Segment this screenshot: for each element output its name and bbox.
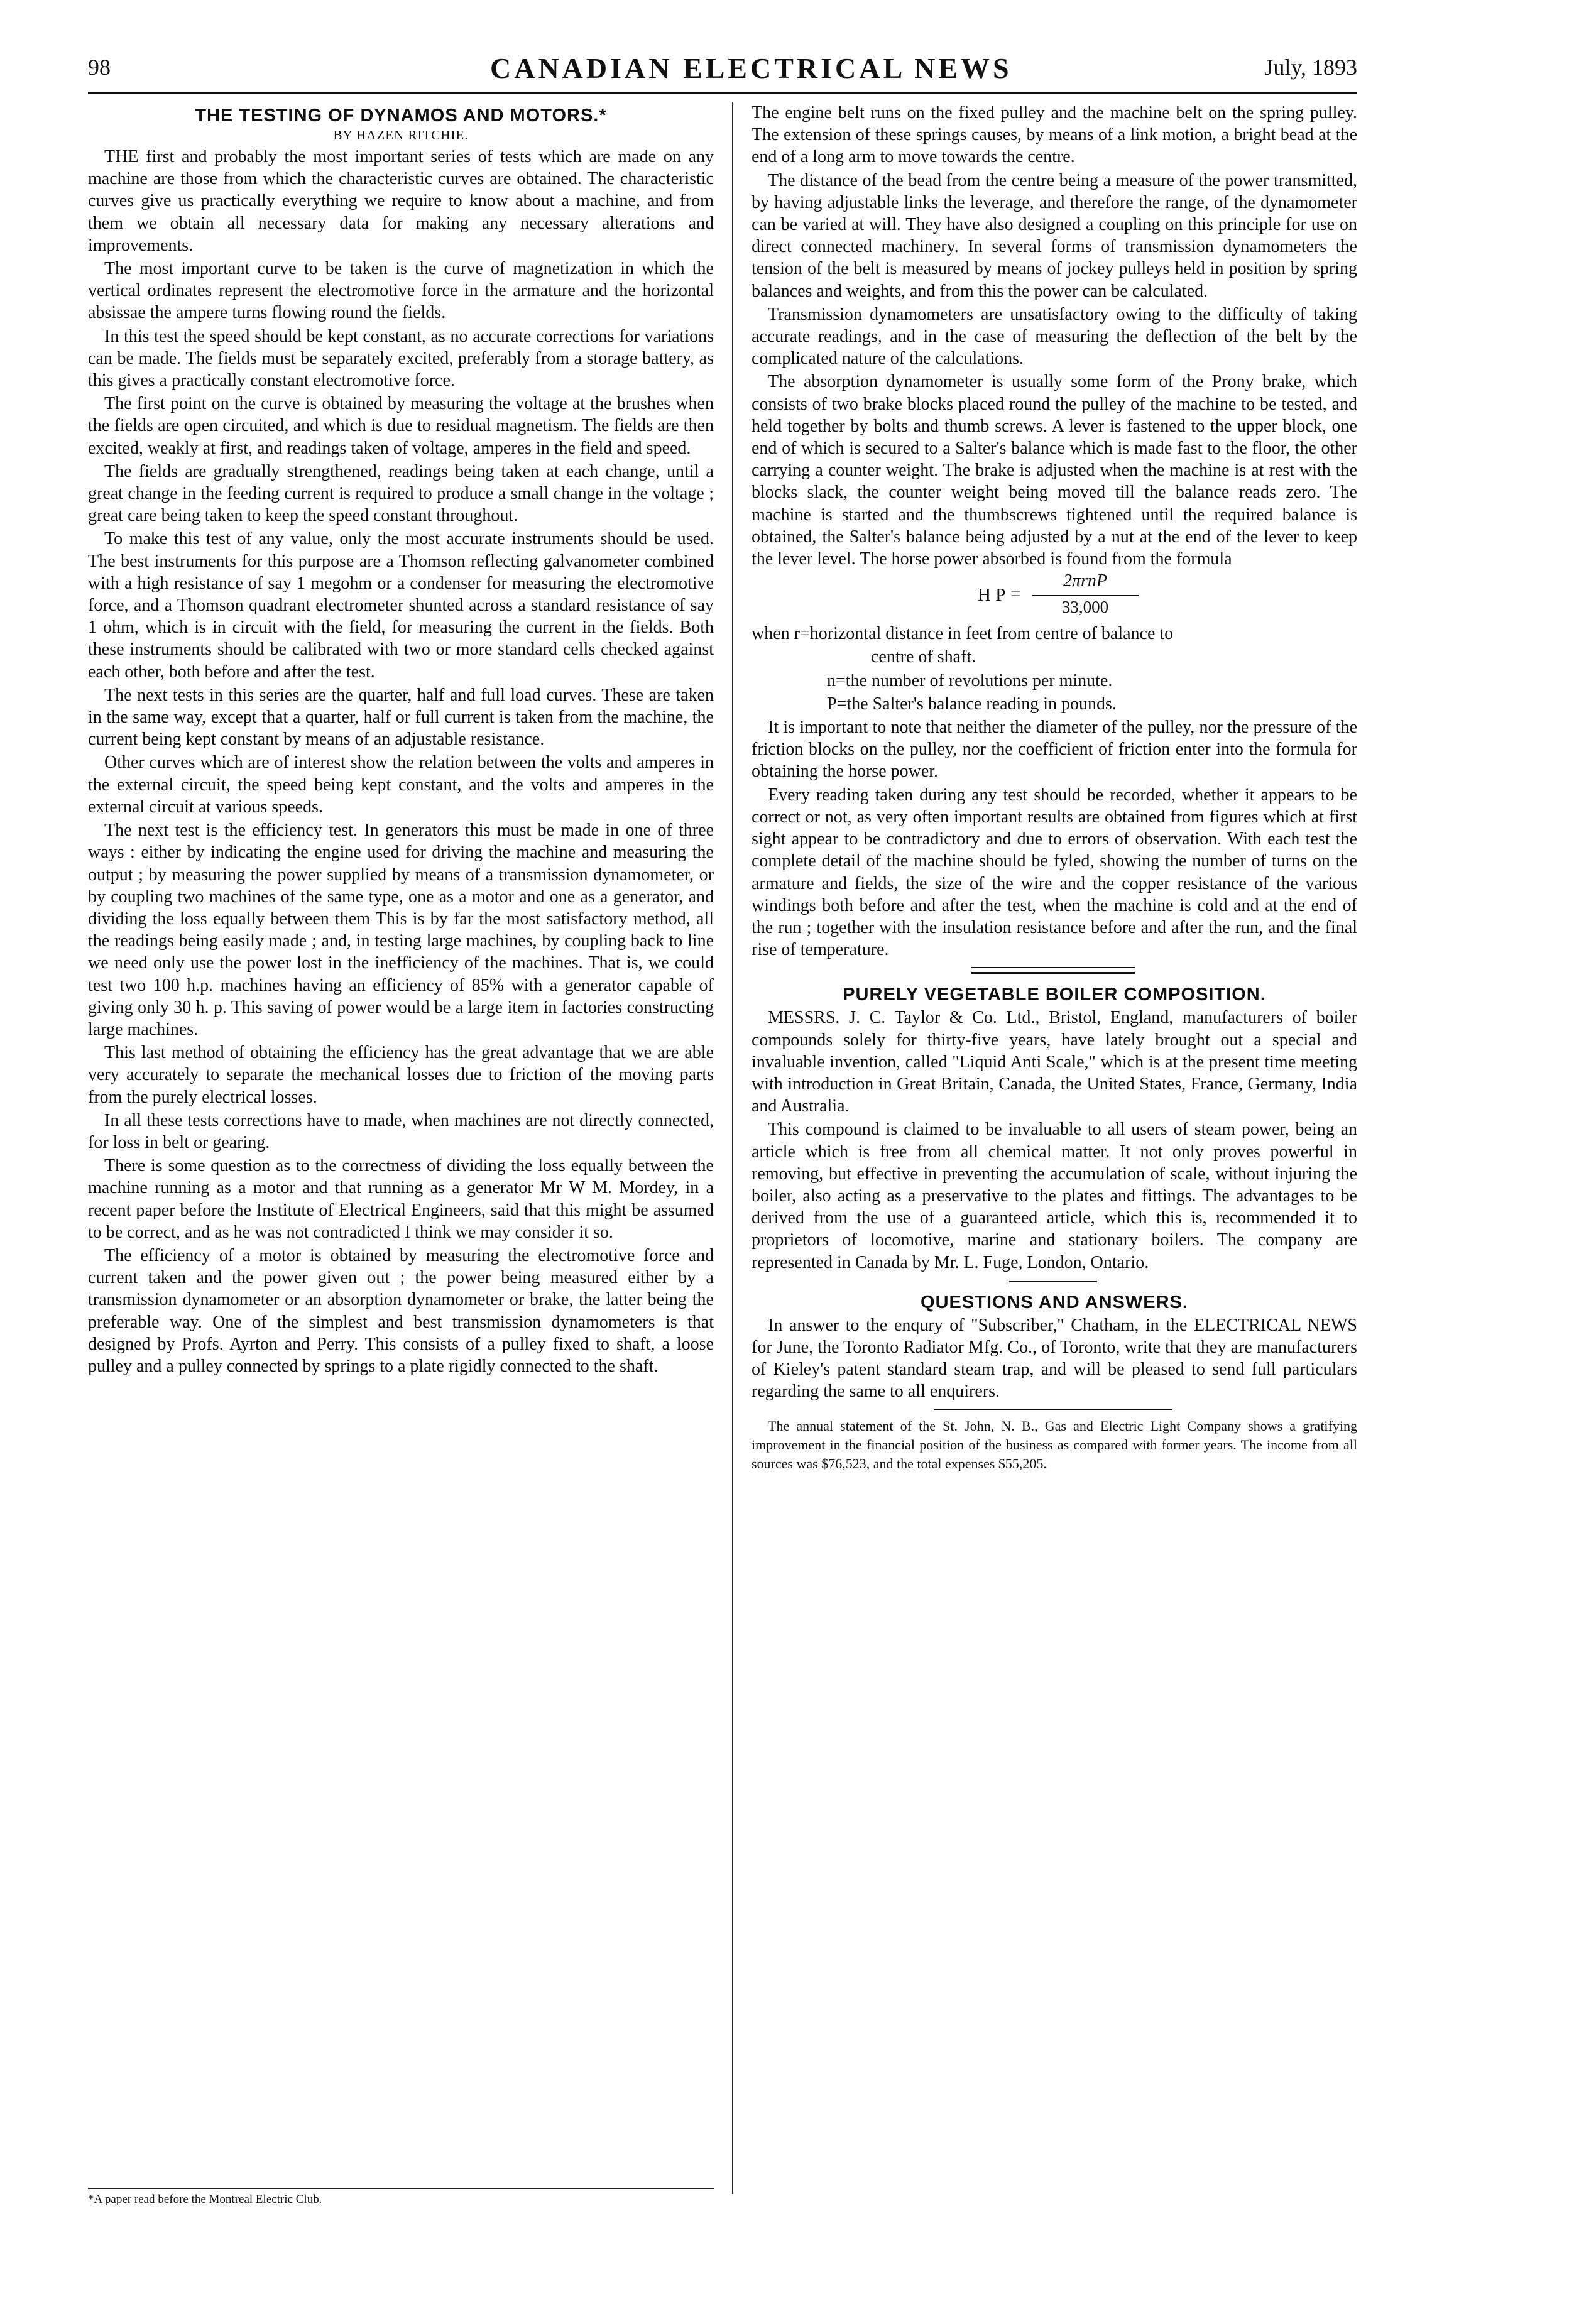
article-title: PURELY VEGETABLE BOILER COMPOSITION. [843, 985, 1266, 1005]
paragraph: The fields are gradually strengthened, readings being taken at each change, until a great change in the feeding current is required to produce a small change in the voltage ; great care being taken to keep the speed constant throughout. [88, 461, 714, 526]
paragraph: There is some question as to the correctness of dividing the loss equally between the machine running as a motor and that running as a generator Mr W M. Mordey, in a recent paper before the Institute of Electrical Engineers, said that this might be assumed to be correct, and as he was not contradicted I think we may consider it so. [88, 1156, 714, 1242]
header-rule [88, 92, 1357, 94]
formula-denominator: 33,000 [1061, 597, 1109, 617]
paragraph: The absorption dynamometer is usually some form of the Prony brake, which consists of two brake blocks placed round the pulley of the machine to be tested, and held together by bolts and thumb screws. A lever is fastened to the upper block, one end of which is secured to a Salter's balance which is made fast to the floor, the other carrying a counter weight. The brake is adjusted when the machine is at rest with the blocks slack, the counter weight being moved till the balance reads zero. The machine is started and the thumbscrews tightened until the required balance is obtained, the Salter's balance being adjusted by a nut at the end of the lever to keep the lever level. The horse power absorbed is found from the formula [752, 372, 1357, 569]
paragraph: This last method of obtaining the efficiency has the great advantage that we are able very accurately to separate the mechanical losses due to friction of the moving parts from the purely electrical losses. [88, 1043, 714, 1107]
paragraph: It is important to note that neither the diameter of the pulley, nor the pressure of the friction blocks on the pulley, nor the coefficient of friction enter into the formula for obtaining the horse power. [752, 717, 1357, 782]
section-divider [752, 962, 1357, 981]
footnote: *A paper read before the Montreal Electric Club. [88, 2193, 322, 2206]
paragraph: MESSRS. J. C. Taylor & Co. Ltd., Bristol, England, manufacturers of boiler compounds solely for thirty-five years, have lately brought out a special and invaluable invention, called "Liquid Anti Scale," which is at the present time meeting with introduction in Great Britain, Canada, the United States, France, Germany, India and Australia. [752, 1008, 1357, 1116]
horse-power-formula [752, 571, 1357, 623]
issue-date: July, 1893 [1264, 55, 1357, 80]
paragraph: The most important curve to be taken is the curve of magnetization in which the vertical ordinates represent the electromotive force in the armature and the horizontal absissae the ampere turns flowing round the fields. [88, 259, 714, 323]
formula-equals: = [1010, 584, 1021, 605]
column-divider [732, 102, 733, 2194]
paragraph: The engine belt runs on the fixed pulley and the machine belt on the spring pulley. The extension of these springs causes, by means of a link motion, a bright bead at the end of a long arm to move towards the centre. [752, 103, 1357, 167]
news-note [752, 1417, 1357, 1473]
paragraph: In answer to the enqury of "Subscriber," Chatham, in the ELECTRICAL NEWS for June, the Toronto Radiator Mfg. Co., of Toronto, write that they are manufacturers of Kieley's patent standard steam trap, and will be pleased to send full particulars regarding the same to all enquirers. [752, 1315, 1357, 1402]
formula-numerator: 2πrnP [1063, 571, 1108, 591]
paragraph: The next tests in this series are the quarter, half and full load curves. These are taken in the same way, except that a quarter, half or full current is taken from the machine, the current being kept constant by means of an adjustable resistance. [88, 685, 714, 750]
definition-n: n=the number of revolutions per minute. [827, 670, 1113, 690]
footnote-rule [88, 2188, 714, 2189]
note-text: The annual statement of the St. John, N. B., Gas and Electric Light Company shows a gratifying improvement in the financial position of the business as compared with former years. The income from all sources was $76,523, and the total expenses $55,205. [752, 1417, 1357, 1471]
masthead-title: CANADIAN ELECTRICAL NEWS [490, 52, 1012, 84]
definition-r: when r=horizontal distance in feet from centre of balance to [752, 624, 1174, 644]
article-byline: BY HAZEN RITCHIE. [333, 128, 469, 143]
article-title: QUESTIONS AND ANSWERS. [921, 1292, 1188, 1312]
formula-lhs: H P [978, 585, 1006, 606]
paragraph: The distance of the bead from the centre being a measure of the power transmitted, by having adjustable links the leverage, and therefore the range, of the dynamometer can be varied at will. They have also designed a coupling on this principle for use on direct connected machinery. In several forms of transmission dynamometers the tension of the belt is measured by means of jockey pulleys held in position by spring balances and weights, and from this the power can be calculated. [752, 170, 1357, 301]
paragraph: The first point on the curve is obtained by measuring the voltage at the brushes when the fields are open circuited, and which is due to residual magnetism. The fields are then excited, weakly at first, and readings taken of voltage, amperes in the field and speed. [88, 394, 714, 458]
paragraph: In all these tests corrections have to made, when machines are not directly connected, for loss in belt or gearing. [88, 1110, 714, 1152]
paragraph: Every reading taken during any test should be recorded, whether it appears to be correct or not, as very often important results are obtained from figures which at first sight appear to be contradictory and due to errors of observation. With each test the complete detail of the machine should be fyled, showing the number of turns on the armature and fields, the size of the wire and the copper resistance of the various windings both before and after the test, when the machine is cold and at the end of the run ; together with the insulation resistance before and after the run, and the final rise of temperature. [752, 785, 1357, 960]
section-divider [752, 1275, 1357, 1289]
article-title: THE TESTING OF DYNAMOS AND MOTORS.* [195, 106, 607, 126]
paragraph: To make this test of any value, only the most accurate instruments should be used. The best instruments for this purpose are a Thomson reflecting galvanometer combined with a high resistance of say 1 megohm or a condenser for measuring the electromotive force, and a Thomson quadrant electrometer shunted across a standard resistance of say 1 ohm, which is in circuit with the field, for measuring the current in the fields. Both these instruments should be calibrated with two or more standard cells checked against each other, both before and after the test. [88, 529, 714, 682]
paragraph: In this test the speed should be kept constant, as no accurate corrections for variations can be made. The fields must be separately excited, preferably from a storage battery, as this gives a practically constant electromotive force. [88, 326, 714, 391]
definition-p: P=the Salter's balance reading in pounds. [827, 694, 1117, 714]
paragraph: The next test is the efficiency test. In generators this must be made in one of three ways : either by indicating the engine used for driving the machine and measuring the output ; by measuring the power supplied by means of a transmission dynamometer, or by coupling two machines of the same type, one as a motor and one as a generator, and dividing the loss equally between them This is by far the most satisfactory method, all the readings being easily made ; and, in testing large machines, by coupling back to line we need only use the power lost in the inefficiency of the machines. That is, we could test two 100 h.p. machines having an efficiency of 85% with a generator capable of giving only 30 h. p. This saving of power would be a large item in factories constructing large machines. [88, 821, 714, 1039]
page-number: 98 [88, 55, 111, 80]
paragraph: Other curves which are of interest show the relation between the volts and amperes in the external circuit, the speed being kept constant, and the volts and amperes in the external circuit at various speeds. [88, 753, 714, 817]
paragraph: The efficiency of a motor is obtained by measuring the electromotive force and current taken and the power given out ; the power being measured either by a transmission dynamometer or an absorption dynamometer or brake, the latter being the preferable way. One of the simplest and best transmission dynamometers is that designed by Profs. Ayrton and Perry. This consists of a pulley fixed to shaft, a loose pulley and a pulley connected by springs to a plate rigidly connected to the shaft. [88, 1245, 714, 1376]
definition-r-continued: centre of shaft. [871, 647, 976, 667]
fraction-bar [1032, 595, 1139, 596]
paragraph: This compound is claimed to be invaluable to all users of steam power, being an article which is free from all chemical matter. It not only proves powerful in removing, but effective in preventing the accumulation of scale, without injuring the boiler, also acting as a preservative to the plates and fittings. The advantages to be derived from the use of a guaranteed article, which this is, recommended it to proprietors of locomotive, marine and stationary boilers. The company are represented in Canada by Mr. L. Fuge, London, Ontario. [752, 1120, 1357, 1272]
page-header [88, 50, 1357, 90]
formula-definitions [752, 623, 1357, 715]
left-column [88, 102, 714, 2251]
right-column [752, 102, 1357, 2251]
paragraph: THE first and probably the most important series of tests which are made on any machine are those from which the characteristic curves are obtained. The characteristic curves give us practically everything we require to know about a machine, and from them we obtain all necessary data for making any necessary alterations and improvements. [88, 147, 714, 255]
paragraph: Transmission dynamometers are unsatisfactory owing to the difficulty of taking accurate readings, and in the case of measuring the deflection of the belt by the complicated nature of the calculations. [752, 304, 1357, 369]
section-divider [752, 1404, 1357, 1417]
